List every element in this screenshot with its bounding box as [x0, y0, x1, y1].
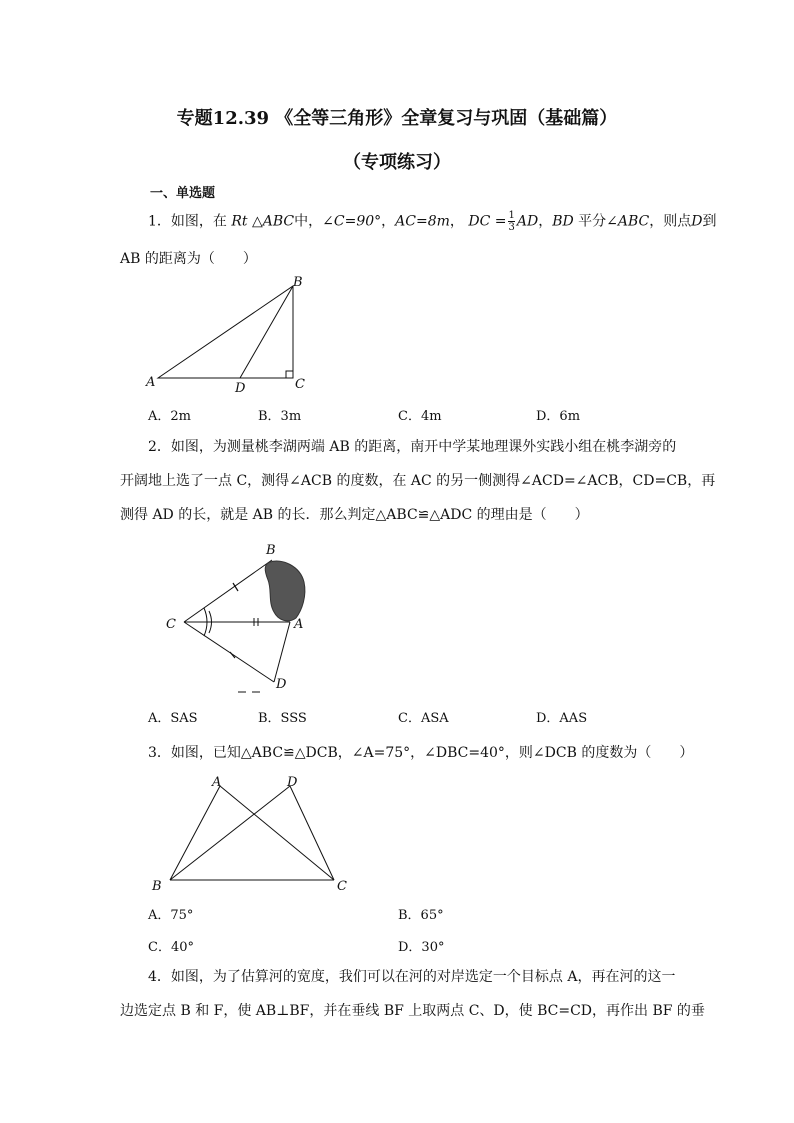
q2-option-d[interactable]: D．AAS — [536, 711, 588, 726]
q3-figure — [148, 772, 358, 894]
q2-option-c[interactable]: C．ASA — [398, 711, 449, 726]
q1-frac-den: 3 — [508, 222, 515, 233]
q1-sep3: ， — [538, 213, 553, 230]
q1-abc: ∠ABC — [606, 213, 650, 230]
q2-line1: 2．如图，为测量桃李湖两端 AB 的距离，南开中学某地理课外实践小组在桃李湖旁的 — [148, 439, 677, 455]
q2-label-d: D — [276, 677, 287, 692]
q1-sep1: ， — [381, 213, 396, 230]
q1-sep2: ， — [449, 213, 464, 230]
q1-bd: BD — [552, 213, 574, 230]
q1-dc: DC = — [468, 213, 507, 230]
q1-to: 到 — [702, 213, 717, 230]
q3-option-a[interactable]: A．75° — [148, 908, 194, 923]
q2-line3: 测得 AD 的长，就是 AB 的长．那么判定△ABC≌△ADC 的理由是（ ） — [120, 507, 589, 523]
q4-line1: 4．如图，为了估算河的宽度，我们可以在河的对岸选定一个目标点 A，再在河的这一 — [148, 969, 676, 985]
q1-label-c: C — [295, 377, 305, 392]
q1-rt: Rt — [231, 213, 248, 230]
q1-triangle: △ABC — [252, 213, 295, 230]
q2-option-a[interactable]: A．SAS — [148, 711, 198, 726]
q1-fraction — [508, 210, 514, 233]
page-title: 专题12.39 《全等三角形》全章复习与巩固（基础篇） — [176, 108, 618, 129]
q1-d: D — [691, 213, 703, 230]
q4-line2: 边选定点 B 和 F，使 AB⊥BF，并在垂线 BF 上取两点 C、D，使 BC=CD，再作出 BF 的垂 — [120, 1003, 705, 1019]
q3-option-c[interactable]: C．40° — [148, 940, 194, 955]
q1-figure — [140, 272, 340, 396]
q1-frac-num: 1 — [508, 210, 515, 221]
q1-option-b[interactable]: B．3m — [258, 409, 302, 424]
q3-label-b: B — [152, 879, 162, 894]
q1-then: ，则点 — [649, 213, 692, 230]
q1-option-c[interactable]: C．4m — [398, 409, 442, 424]
q2-line2: 开阔地上选了一点 C，测得∠ACB 的度数，在 AC 的另一侧测得∠ACD=∠ACB，CD=CB，再 — [120, 473, 716, 489]
page-subtitle: （专项练习） — [343, 152, 451, 173]
q1-zhong: 中， — [294, 213, 323, 230]
q2-option-b[interactable]: B．SSS — [258, 711, 307, 726]
q1-prefix: 1．如图，在 — [148, 213, 227, 230]
q2-label-c: C — [166, 617, 176, 632]
q1-label-a: A — [146, 375, 156, 390]
q2-label-a: A — [294, 617, 304, 632]
q1-bisect: 平分 — [573, 213, 607, 230]
q3-line1: 3．如图，已知△ABC≌△DCB，∠A=75°，∠DBC=40°，则∠DCB 的度数为（ ） — [148, 745, 694, 761]
q1-option-d[interactable]: D．6m — [536, 409, 581, 424]
q2-figure — [160, 540, 310, 696]
q1-line2: AB 的距离为（ ） — [120, 251, 257, 267]
q3-option-b[interactable]: B．65° — [398, 908, 444, 923]
q2-label-b: B — [266, 543, 276, 558]
q1-option-a[interactable]: A．2m — [148, 409, 191, 424]
q3-label-c: C — [337, 879, 347, 894]
q3-label-a: A — [212, 775, 222, 790]
q1-angle: ∠C=90° — [322, 213, 382, 230]
q1-label-d: D — [235, 381, 246, 396]
section-heading: 一、单选题 — [150, 186, 216, 201]
q1-ac: AC=8m — [395, 213, 450, 230]
q1-label-b: B — [293, 275, 303, 290]
q1-line1 — [148, 210, 717, 233]
q3-label-d: D — [287, 775, 298, 790]
q3-option-d[interactable]: D．30° — [398, 940, 445, 955]
q1-ad: AD — [516, 213, 539, 230]
